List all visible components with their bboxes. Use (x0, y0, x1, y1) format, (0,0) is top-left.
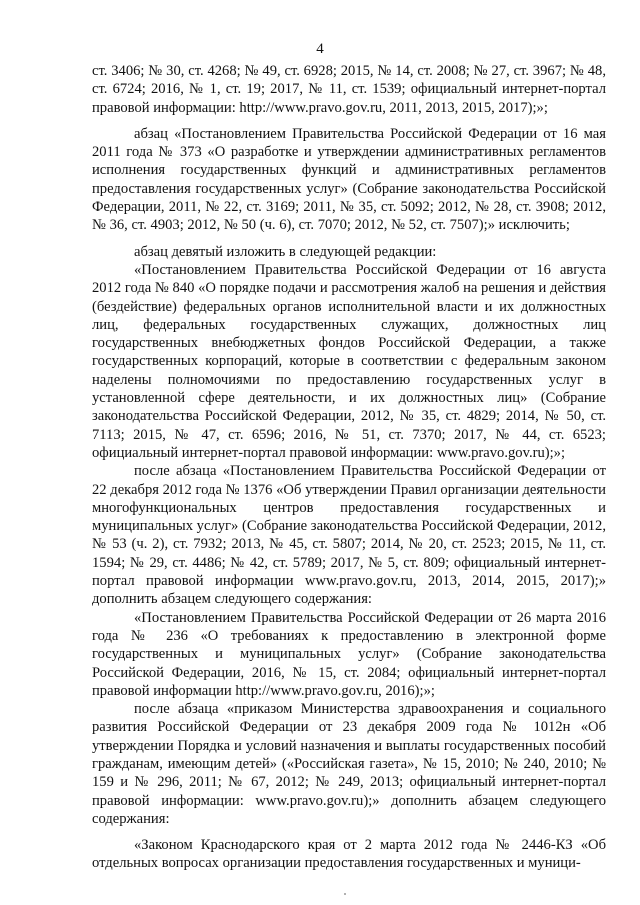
paragraph-regulation-840: «Постановлением Правительства Российской Федерации от 16 августа 2012 года № 840 «О порядке подачи и рассмотрения жалоб на решения и действия (бездействие) федеральных органов исполнительной власти и их должностных лиц, федеральных государственных служащих, должностных лиц государственных внебюджетных фондов Российской Федерации, а также государственных корпораций, которые в соответствии с федеральным законом наделены полномочиями по предоставлению государственных услуг в установленной сфере деятельности, и их должностных лиц» (Собрание законодательства Российской Федерации, 2012, № 35, ст. 4829; 2014, № 50, ст. 7113; 2015, № 47, ст. 6596; 2016, № 51, ст. 7370; 2017, № 44, ст. 6523; официальный интернет-портал правовой информации: www.pravo.gov.ru);»; (92, 261, 606, 461)
page-number: 4 (316, 41, 324, 57)
paragraph-after-order-1012n: после абзаца «приказом Министерства здравоохранения и социального развития Российской Федерации от 23 декабря 2009 года № 1012н «Об утверждении Порядка и условий назначения и выплаты государственных пособий гражданам, имеющим детей» («Российская газета», № 15, 2010; № 240, 2010; № 159 и № 296, 2011; № 67, 2012; № 249, 2013; официальный интернет-портал правовой информации: www.pravo.gov.ru);» дополнить абзацем следующего содержания: (92, 701, 606, 827)
scan-speck (344, 893, 346, 895)
paragraph-krasnodar-law-2446: «Законом Краснодарского края от 2 марта 2012 года № 2446-КЗ «Об отдельных вопросах организации предоставления государственных и муници- (92, 837, 606, 872)
paragraph-regulation-236: «Постановлением Правительства Российской Федерации от 26 марта 2016 года № 236 «О требованиях к предоставлению в электронной форме государственных и муниципальных услуг» (Собрание законодательства Российской Федерации, 2016, № 15, ст. 2084; официальный интернет-портал правовой информации http://www.pravo.gov.ru, 2016);»; (92, 609, 606, 699)
paragraph-ninth-new-wording: абзац девятый изложить в следующей редакции: (134, 243, 437, 260)
paragraph-exclude-regulation-373: абзац «Постановлением Правительства Российской Федерации от 16 мая 2011 года № 373 «О разработке и утверждении административных регламентов исполнения государственных функций и административных регламентов предоставления государственных услуг» (Собрание законодательства Российской Федерации, 2011, № 22, ст. 3169; 2011, № 35, ст. 5092; 2012, № 28, ст. 3908; 2012, № 36, ст. 4903; 2012, № 50 (ч. 6), ст. 7070; 2012, № 52, ст. 7507);» исключить; (92, 125, 606, 234)
paragraph-after-regulation-1376: после абзаца «Постановлением Правительства Российской Федерации от 22 декабря 2012 года № 1376 «Об утверждении Правил организации деятельности многофункциональных центров предоставления государственных и муниципальных услуг» (Собрание законодательства Российской Федерации, 2012, № 53 (ч. 2), ст. 7932; 2013, № 45, ст. 5807; 2014, № 20, ст. 2523; 2015, № 11, ст. 1594; № 29, ст. 4486; № 42, ст. 5789; 2017, № 5, ст. 809; официальный интернет-портал правовой информации www.pravo.gov.ru, 2013, 2014, 2015, 2017);» дополнить абзацем следующего содержания: (92, 463, 607, 608)
document-body (92, 62, 606, 873)
paragraph-continuation: ст. 3406; № 30, ст. 4268; № 49, ст. 6928; 2015, № 14, ст. 2008; № 27, ст. 3967; № 48, ст. 6724; 2016, № 1, ст. 19; 2017, № 11, ст. 1539; официальный интернет-портал правовой информации: http://www.pravo.gov.ru, 2011, 2013, 2015, 2017);»; (92, 63, 606, 116)
